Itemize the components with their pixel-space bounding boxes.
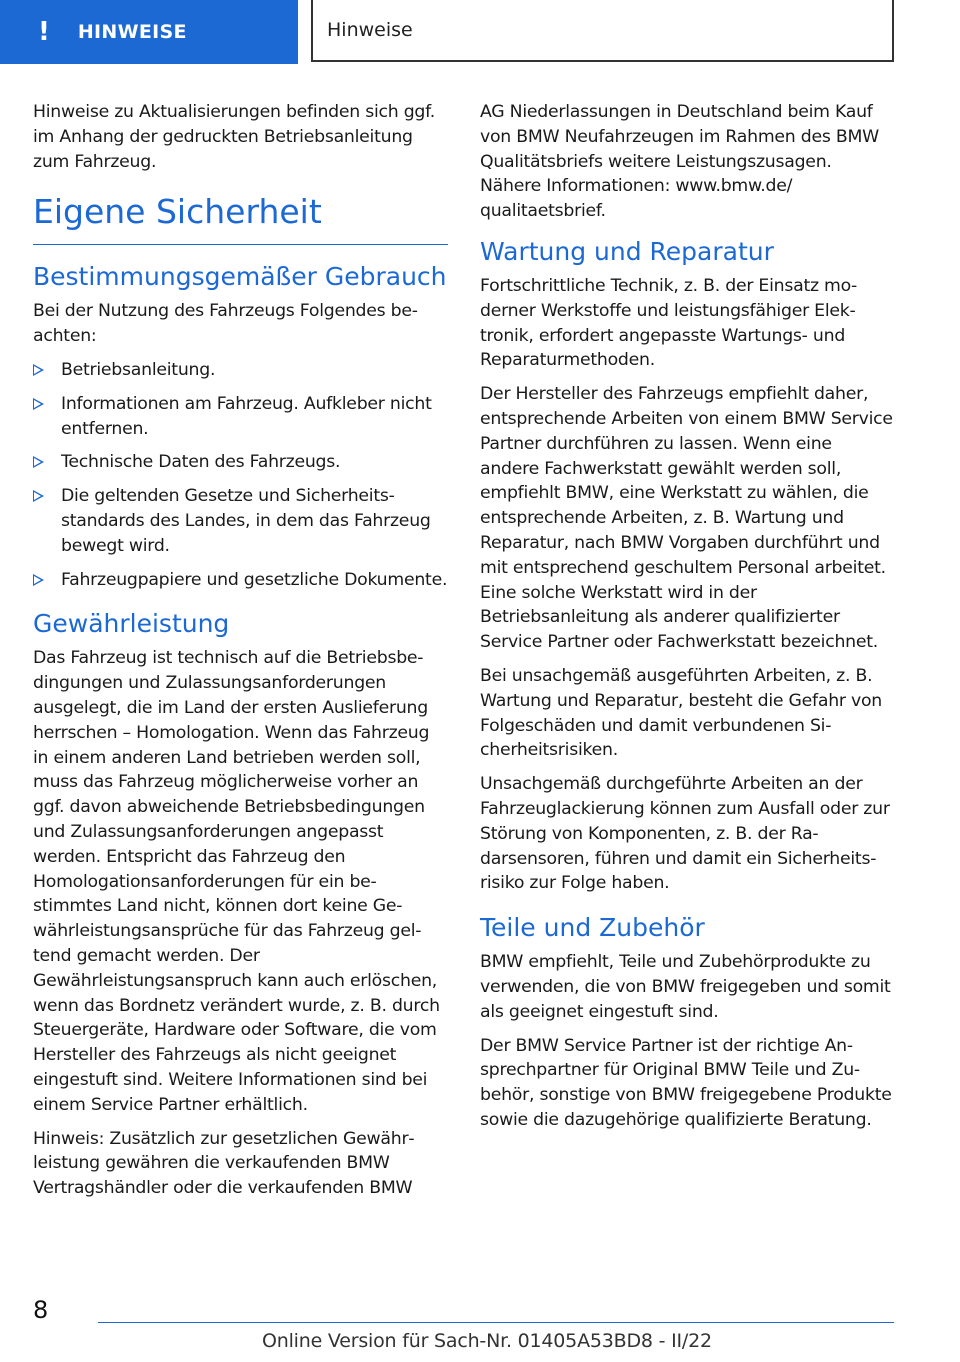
wartung-paragraph-4: Unsachgemäß durchgeführte Arbeiten an der Fahrzeuglackierung können zum Ausfall oder zur Störung von Komponenten, z. B. der Radarsensoren, führen und damit ein Sicherheitsrisiko zur Folge haben.	[480, 774, 890, 894]
list-item: Betriebsanleitung.	[33, 358, 448, 383]
list-item: Fahrzeugpapiere und gesetzliche Dokumente.	[33, 568, 448, 593]
heading-wartung-und-reparatur: Wartung und Reparatur	[480, 236, 774, 266]
wartung-paragraph-2: Der Hersteller des Fahrzeugs empfiehlt daher, entsprechende Arbeiten von einem BMW Service Partner durchführen zu lassen. Wenn eine andere Fachwerkstatt gewählt werden soll, empfiehlt BMW, eine Werkstatt zu wählen, die entsprechende Arbeiten, z. B. Wartung und Reparatur, nach BMW Vorgaben durchführt und mit entsprechend geschultem Personal arbeitet. Eine solche Werkstatt wird in der Betriebsanleitung als anderer qualifizierter Service Partner oder Fachwerkstatt bezeichnet.	[480, 384, 893, 653]
gewaehrleistung-paragraph: Das Fahrzeug ist technisch auf die Betriebsbedingungen und Zulassungsanforderungen ausgelegt, die im Land der ersten Auslieferung herrschen – Homologation. Wenn das Fahrzeug in einem anderen Land betrieben werden soll, muss das Fahrzeug möglicherweise vorher an ggf. davon abweichende Betriebsbedingungen und Zulassungsanforderungen angepasst werden. Entspricht das Fahrzeug den Homologationsanforderungen für ein bestimmtes Land nicht, können dort keine Gewährleistungsansprüche für das Fahrzeug geltend gemacht werden. Der Gewährleistungsanspruch kann auch erlöschen, wenn das Bordnetz verändert wurde, z. B. durch Steuergeräte, Hardware oder Software, die vom Hersteller des Fahrzeugs als nicht geeignet eingestuft sind. Weitere Informationen sind bei einem Service Partner erhältlich.	[33, 648, 440, 1115]
header-tab-label: HINWEISE	[77, 21, 187, 43]
left-column	[33, 100, 448, 1210]
list-item: Technische Daten des Fahrzeugs.	[33, 450, 448, 475]
teile-paragraph-2: Der BMW Service Partner ist der richtige Ansprechpartner für Original BMW Teile und Zubehör, sonstige von BMW freigegebene Produkte sowie die dazugehörige qualifizierte Beratung.	[480, 1035, 892, 1130]
continuation-paragraph: AG Niederlassungen in Deutschland beim Kauf von BMW Neufahrzeugen im Rahmen des BMW Qualitätsbriefs weitere Leistungszusagen. Nähere Informationen: www.bmw.de/ qualitaetsbrief.	[480, 102, 879, 222]
teile-paragraph-1: BMW empfiehlt, Teile und Zubehörprodukte zu verwenden, die von BMW freigegeben und somit als geeignet eingestuft sind.	[480, 952, 891, 1022]
footer-divider	[98, 1322, 894, 1323]
exclamation-icon: !	[38, 17, 50, 47]
right-column	[480, 100, 895, 1142]
triangle-bullet-icon	[33, 364, 44, 376]
list-item: Die geltenden Gesetze und Sicherheitsstandards des Landes, in dem das Fahrzeug bewegt wird.	[33, 484, 448, 558]
heading-gewaehrleistung: Gewährleistung	[33, 609, 230, 639]
section-title: Eigene Sicherheit	[33, 190, 448, 245]
wartung-paragraph-3: Bei unsachgemäß ausgeführten Arbeiten, z. B. Wartung und Reparatur, besteht die Gefahr von Folgeschäden und damit verbundenen Sicherheitsrisiken.	[480, 665, 883, 761]
wartung-paragraph-1: Fortschrittliche Technik, z. B. der Einsatz moderner Werkstoffe und leistungsfähiger Elektronik, erfordert angepasste Wartungs- und Reparaturmethoden.	[480, 275, 858, 371]
heading-bestimmungsgemaesser-gebrauch: Bestimmungsgemäßer Gebrauch	[33, 262, 447, 292]
triangle-bullet-icon	[33, 490, 44, 502]
triangle-bullet-icon	[33, 398, 44, 410]
hinweis-paragraph: Hinweis: Zusätzlich zur gesetzlichen Gewährleistung gewähren die verkaufenden BMW Vertragshändler oder die verkaufenden BMW	[33, 1128, 415, 1199]
triangle-bullet-icon	[33, 456, 44, 468]
footer-text: Online Version für Sach-Nr. 01405A53BD8 - II/22	[262, 1330, 712, 1352]
triangle-bullet-icon	[33, 574, 44, 586]
intro-paragraph: Hinweise zu Aktualisierungen befinden sich ggf. im Anhang der gedruckten Betriebsanleitung zum Fahrzeug.	[33, 102, 435, 172]
bestimmung-list	[33, 358, 448, 592]
bestimmung-lead: Bei der Nutzung des Fahrzeugs Folgendes beachten:	[33, 301, 418, 347]
header-title: Hinweise	[327, 19, 413, 41]
page-number: 8	[33, 1296, 49, 1324]
heading-teile-und-zubehoer: Teile und Zubehör	[480, 913, 705, 943]
list-item: Informationen am Fahrzeug. Aufkleber nicht entfernen.	[33, 392, 448, 442]
header-title-box	[311, 0, 894, 62]
header-tab	[0, 0, 298, 64]
